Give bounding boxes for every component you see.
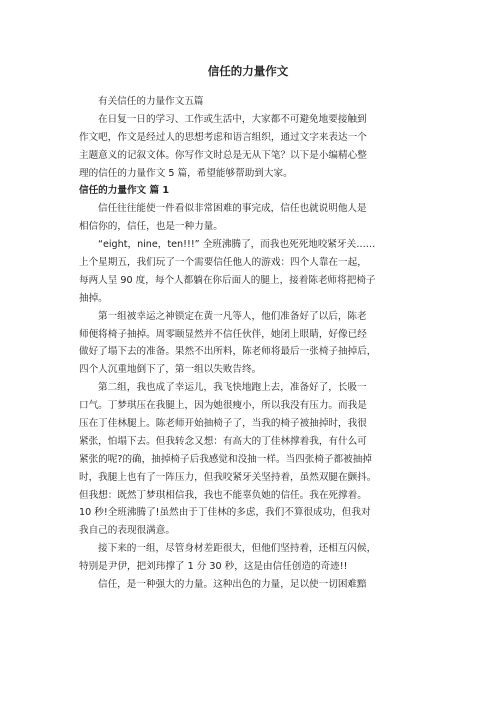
text-line: 每两人呈 90 度，每个人都躺在你后面人的腿上，接着陈老师将把椅子	[79, 274, 376, 286]
text-line: 信任往往能使一件看似非常困难的事完成，信任也就说明他人是	[98, 203, 367, 215]
text-line: 作文吧，作文是经过人的思想考虑和语言组织，通过文字来表达一个	[79, 131, 367, 143]
text-line: 接下来的一组，尽管身材差距很大，但他们坚持着，还相互闪候，	[98, 543, 377, 555]
text-line: 第一组被幸运之神锁定在黄一凡等人，他们准备好了以后，陈老	[98, 310, 367, 322]
text-line: 相信你的，信任，也是一种力量。	[79, 221, 223, 233]
section-heading: 信任的力量作文 篇 1	[79, 185, 170, 197]
text-line: 上个星期五，我们玩了一个需要信任他人的游戏：四个人靠在一起，	[79, 257, 367, 269]
text-line: 有关信任的力量作文五篇	[98, 96, 204, 107]
text-line: 时，我腿上也有了一阵压力，但我咬紧牙关坚持着，虽然双腿在颤抖。	[79, 471, 377, 483]
text-line: 口气。丁梦琪压在我腿上，因为她很瘦小，所以我没有压力。而我是	[79, 400, 367, 412]
document-body	[79, 93, 439, 594]
text-line: 我自己的表现很满意。	[79, 525, 175, 537]
text-line: 信任，是一种强大的力量。这种出色的力量，足以使一切困难黯	[98, 579, 367, 591]
text-line: 抽掉。	[79, 292, 108, 304]
text-line: 第二组，我也成了幸运儿，我飞快地跑上去，准备好了，长吸一	[98, 382, 367, 394]
text-line: 压在丁佳林腿上。陈老师开始抽椅子了，当我的椅子被抽掉时，我很	[79, 418, 367, 430]
text-line: 师便将椅子抽掉。周零颐显然并不信任伙伴，她闭上眼睛，好像已经	[79, 328, 367, 340]
text-line: 理的信任的力量作文 5 篇，希望能够帮助到大家。	[79, 167, 293, 179]
text-line: 做好了塌下去的准备。果然不出所料，陈老师将最后一张椅子抽掉后，	[79, 346, 377, 358]
text-line: 主题意义的记叙文体。你写作文时总是无从下笔？以下是小编精心整	[79, 149, 367, 161]
text-line: 但我想：既然丁梦琪相信我，我也不能辜负她的信任。我在死撑着。	[79, 489, 367, 501]
text-line: 四个人沉重地倒下了，第一组以失败告终。	[79, 364, 262, 376]
text-line: 在日复一日的学习、工作或生活中，大家都不可避免地要接触到	[98, 113, 367, 125]
text-line: 紧张的呢?的确，抽掉椅子后我感觉和没抽一样。当四张椅子都被抽掉	[79, 453, 372, 465]
text-line: 特别是尹伊，把刘玮撑了 1 分 30 秒，这是由信任创造的奇迹!!	[79, 561, 348, 573]
text-line: 10 秒!全班沸腾了!虽然由于丁佳林的多虑，我们不算很成功，但我对	[79, 507, 371, 519]
text-line: 紧张，怕塌下去。但我转念又想：有高大的丁佳林撑着我，有什么可	[79, 435, 367, 447]
page-title: 信任的力量作文	[207, 64, 289, 78]
text-line: “eight，nine，ten!!!” 全班沸腾了，而我也死死地咬紧牙关……	[98, 239, 376, 251]
